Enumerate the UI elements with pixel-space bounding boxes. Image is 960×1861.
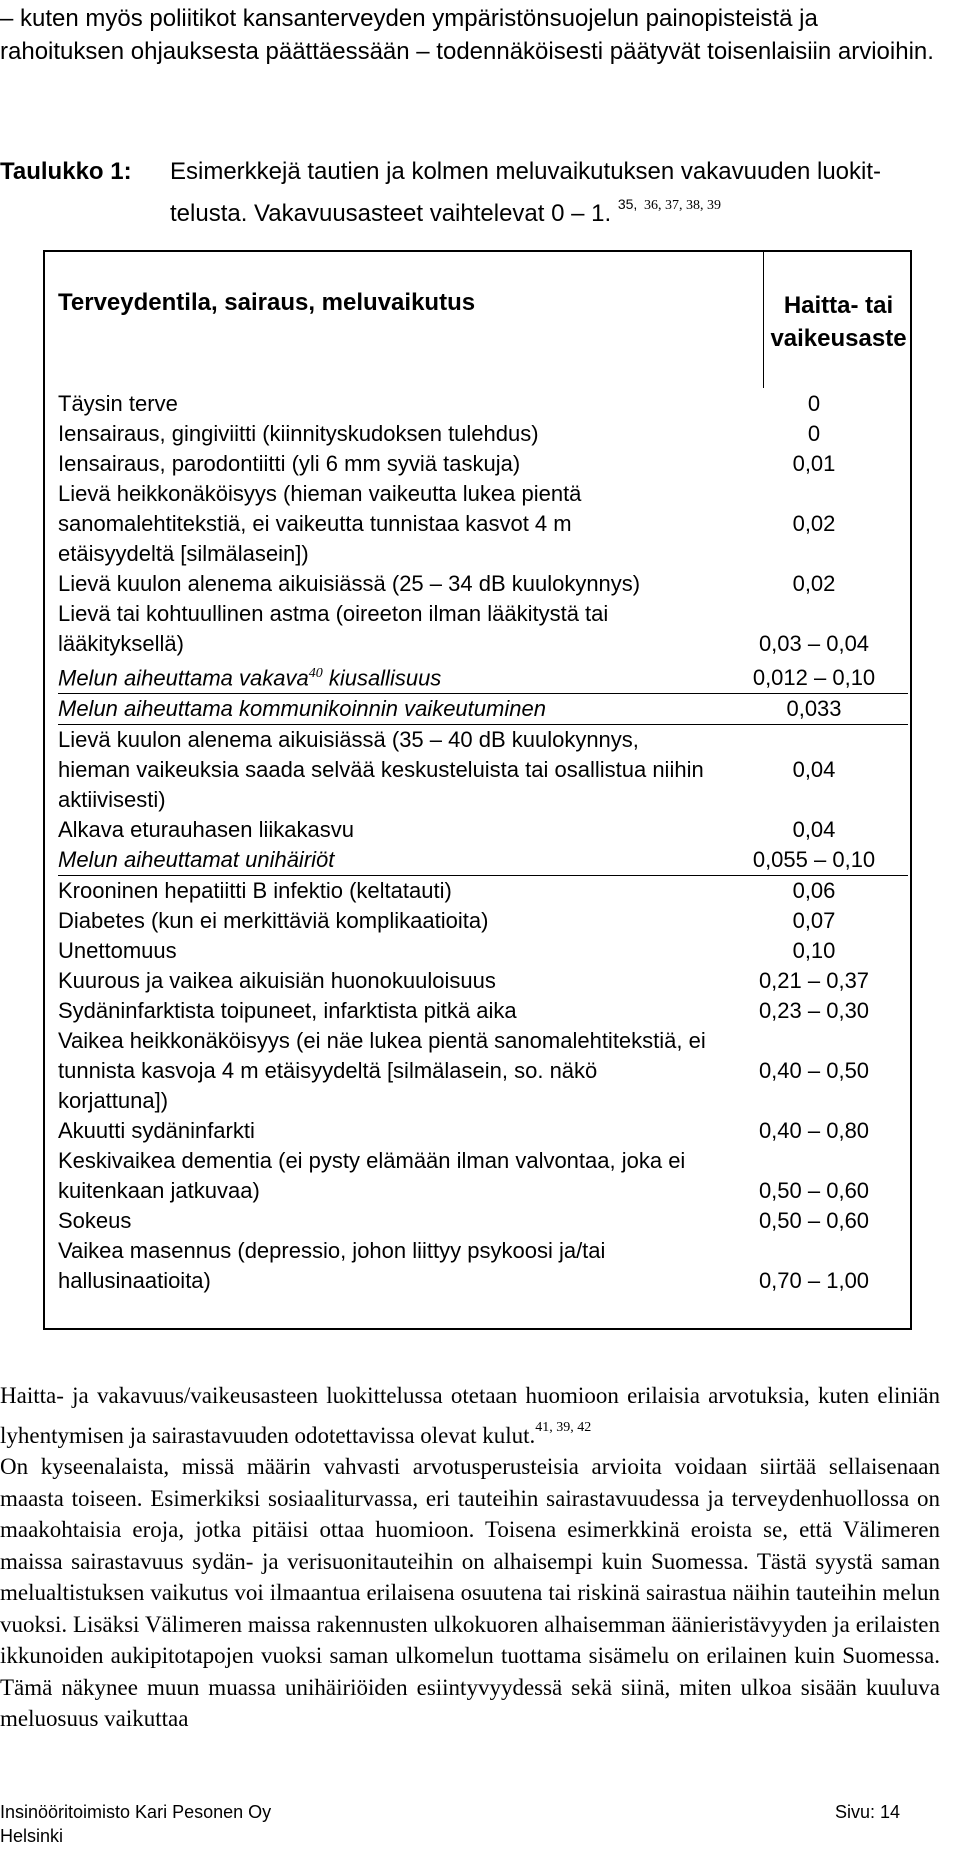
row-desc: Diabetes (kun ei merkittäviä komplikaatioita) — [58, 908, 489, 934]
row-desc: Lievä tai kohtuullinen astma (oireeton ilman lääkitystä tai lääkityksellä) — [58, 601, 609, 656]
row-desc: Vaikea heikkonäköisyys (ei näe lukea pientä sanomalehtitekstiä, ei tunnista kasvoja 4 m etäisyydeltä [silmälasein, so. näkö korjattuna]) — [58, 1028, 706, 1114]
table-row — [58, 1236, 908, 1296]
row-value: 0,07 — [792, 908, 836, 934]
row-desc: Lievä heikkonäköisyys (hieman vaikeutta lukea pientä sanomalehtitekstiä, ei vaikeutta tunnistaa kasvot 4 m etäisyydeltä [silmälasein]) — [58, 481, 582, 566]
caption-line2: telusta. Vakavuusasteet vaihtelevat 0 – 1. — [170, 200, 612, 227]
row-value: 0 — [807, 421, 821, 446]
table-row — [58, 569, 908, 599]
row-desc: Melun aiheuttama kommunikoinnin vaikeutuminen — [58, 696, 546, 722]
footer-city: Helsinki — [0, 1826, 64, 1846]
table-row — [58, 1146, 908, 1206]
row-value: 0,50 – 0,60 — [758, 1178, 870, 1204]
table-row — [58, 876, 908, 906]
row-desc: Krooninen hepatiitti B infektio (keltatauti) — [58, 878, 452, 904]
table-row — [58, 966, 908, 996]
row-value: 0,02 — [792, 571, 836, 596]
row-desc: Sokeus — [58, 1208, 132, 1234]
row-value: 0,40 – 0,80 — [758, 1118, 870, 1144]
caption-ref-b: 36, 37, 38, 39 — [643, 198, 721, 213]
row-desc: Lievä kuulon alenema aikuisiässä (35 – 40 dB kuulokynnys, hieman vaikeuksia saada selvää keskusteluista tai osallistua niihin aktiivisesti) — [58, 727, 704, 813]
table-row — [58, 725, 908, 815]
header-condition: Terveydentila, sairaus, meluvaikutus — [58, 289, 476, 316]
table-row — [58, 936, 908, 966]
table-row — [58, 815, 908, 845]
table-row — [58, 659, 908, 694]
row-value: 0 — [807, 391, 821, 416]
row-desc: Täysin terve — [58, 391, 178, 416]
row-value: 0,40 – 0,50 — [758, 1058, 870, 1084]
table-row — [58, 906, 908, 936]
table-row — [58, 996, 908, 1026]
row-value: 0,033 — [786, 696, 842, 722]
page-footer — [0, 1800, 940, 1848]
table-rows — [58, 389, 908, 1296]
table-row — [58, 845, 908, 876]
table-caption — [0, 155, 940, 230]
intro-paragraph: – kuten myös poliitikot kansanterveyden ympäristönsuojelun painopisteistä ja rahoituksen ohjauksesta päättäessään – todennäköisesti päätyvät toisenlaisiin arvioihin. — [0, 5, 934, 65]
table-row — [58, 389, 908, 419]
row-desc: Alkava eturauhasen liikakasvu — [58, 817, 354, 843]
row-desc-pre: Melun aiheuttama vakava — [58, 665, 309, 691]
row-value: 0,70 – 1,00 — [758, 1268, 870, 1294]
caption-ref-a: 35, — [617, 196, 638, 212]
header-severity: Haitta- tai vaikeusaste — [770, 292, 907, 352]
paragraph-2: On kyseenalaista, missä määrin vahvasti arvotusperusteisia arvioita voidaan siirtää sellaisenaan maasta toiseen. Esimerkiksi sosiaaliturvassa, eri tauteihin sairastavuudessa ja terveydenhuollossa on maakohtaisia eroja, jotka pitäisi ottaa huomioon. Toisena esimerkkinä eroista se, että Välimeren maissa sairastavuus sydän- ja verisuonitauteihin on alhaisempi kuin Suomessa. Tästä syystä saman melualtistuksen vaikutus voi ilmaantua erilaisena osuutena tai riskinä sairastua näihin tauteihin melun vuoksi. Lisäksi Välimeren maissa rakennusten ulkokuoren alhaisemman äänieristävyyden ja erilaisten ikkunoiden aukipitotapojen vuoksi saman ulkomelun tuottama sisämelu on erilainen kuin Suomessa. Tämä näkynee muun muassa unihäiriöiden esiintyvyydessä sekä siinä, miten ulkoa sisään kuuluva meluosuus vaikuttaa — [0, 1454, 940, 1731]
table-row — [58, 419, 908, 449]
row-value: 0,10 — [792, 938, 836, 964]
table-row — [58, 1026, 908, 1116]
table-row — [58, 479, 908, 569]
row-value: 0,04 — [792, 817, 836, 843]
row-value: 0,06 — [792, 878, 836, 904]
caption-line1: Esimerkkejä tautien ja kolmen meluvaikutuksen vakavuuden luokit- — [170, 158, 882, 185]
table-row — [58, 599, 908, 659]
row-desc: Vaikea masennus (depressio, johon liittyy psykoosi ja/tai hallusinaatioita) — [58, 1238, 606, 1294]
row-desc: Unettomuus — [58, 938, 177, 964]
row-desc — [58, 659, 718, 693]
row-value: 0,01 — [792, 451, 836, 476]
table-row — [58, 449, 908, 479]
footer-page-number: Sivu: 14 — [834, 1802, 900, 1822]
row-value: 0,012 – 0,10 — [752, 665, 876, 691]
row-desc: Kuurous ja vaikea aikuisiän huonokuuloisuus — [58, 968, 496, 994]
row-value: 0,50 – 0,60 — [758, 1208, 870, 1234]
row-value: 0,02 — [792, 511, 836, 536]
row-value: 0,03 – 0,04 — [758, 631, 870, 656]
table-row — [58, 1206, 908, 1236]
row-desc: Iensairaus, parodontiitti (yli 6 mm syviä taskuja) — [58, 451, 521, 476]
footer-company: Insinööritoimisto Kari Pesonen Oy — [0, 1802, 272, 1822]
paragraph-1: Haitta- ja vakavuus/vaikeusasteen luokittelussa otetaan huomioon erilaisia arvotuksia, kuten eliniän lyhentymisen ja sairastavuuden odotettavissa olevat kulut. — [0, 1383, 940, 1448]
row-desc-post: kiusallisuus — [322, 665, 442, 691]
row-value: 0,23 – 0,30 — [758, 998, 870, 1024]
row-desc: Melun aiheuttamat unihäiriöt — [58, 847, 335, 873]
row-value: 0,055 – 0,10 — [752, 847, 876, 873]
row-desc: Keskivaikea dementia (ei pysty elämään ilman valvontaa, joka ei kuitenkaan jatkuvaa) — [58, 1148, 686, 1204]
table-row — [58, 694, 908, 725]
row-desc: Iensairaus, gingiviitti (kiinnityskudoksen tulehdus) — [58, 421, 539, 446]
paragraph-1-refs: 41, 39, 42 — [535, 1419, 592, 1435]
row-desc: Akuutti sydäninfarkti — [58, 1118, 255, 1144]
caption-label: Taulukko 1: — [0, 158, 132, 185]
body-text — [0, 1380, 940, 1735]
row-desc-ref: 40 — [308, 666, 323, 681]
table-row — [58, 1116, 908, 1146]
row-value: 0,21 – 0,37 — [758, 968, 870, 994]
row-value: 0,04 — [792, 757, 836, 783]
row-desc: Lievä kuulon alenema aikuisiässä (25 – 34 dB kuulokynnys) — [58, 571, 641, 596]
row-desc: Sydäninfarktista toipuneet, infarktista pitkä aika — [58, 998, 517, 1024]
severity-table — [43, 250, 912, 1330]
